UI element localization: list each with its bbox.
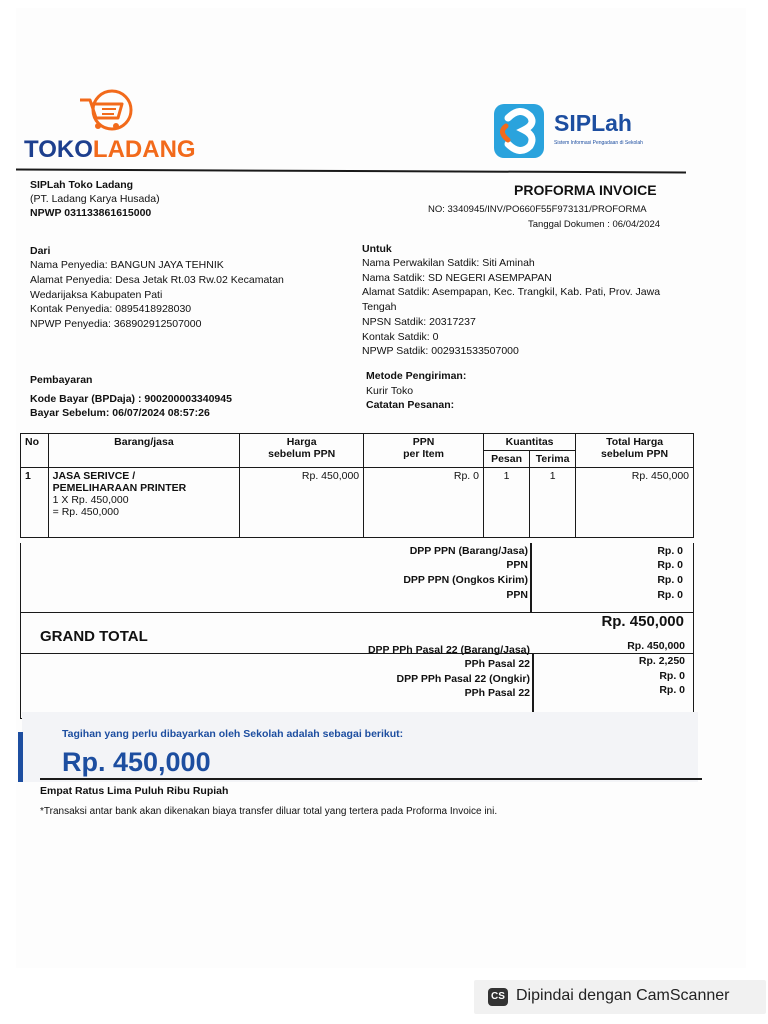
from-line: Nama Penyedia: BANGUN JAYA TEHNIK xyxy=(30,259,224,271)
tax-label: PPN xyxy=(506,559,528,571)
items-table xyxy=(20,433,694,538)
tax-value: Rp. 0 xyxy=(657,559,683,571)
shipping-method: Kurir Toko xyxy=(366,385,414,397)
doc-number: NO: 3340945/INV/PO660F55F973131/PROFORMA xyxy=(428,204,647,215)
col-order: Pesan xyxy=(483,451,529,468)
bill-caption: Tagihan yang perlu dibayarkan oleh Sekolah adalah sebagai berikut: xyxy=(62,728,404,740)
to-heading: Untuk xyxy=(362,243,392,255)
tax-value: Rp. 0 xyxy=(659,684,685,696)
tax-value: Rp. 0 xyxy=(657,589,683,601)
grand-total-label: GRAND TOTAL xyxy=(40,628,148,645)
row-total: Rp. 450,000 xyxy=(576,468,694,538)
doc-title: PROFORMA INVOICE xyxy=(514,182,657,198)
camscanner-text: Dipindai dengan CamScanner xyxy=(516,987,730,1004)
tax-value: Rp. 0 xyxy=(657,574,683,586)
to-line: Nama Perwakilan Satdik: Siti Aminah xyxy=(362,257,535,269)
tax-value: Rp. 2,250 xyxy=(638,655,685,667)
toko-ladang-logo xyxy=(20,88,196,168)
tax-label: DPP PPN (Ongkos Kirim) xyxy=(403,574,528,586)
table-header-row xyxy=(21,434,694,451)
bill-rule xyxy=(40,778,702,780)
cart-icon xyxy=(72,88,142,134)
payment-code: Kode Bayar (BPDaja) : 900200003340945 xyxy=(30,393,232,405)
shipping-heading: Metode Pengiriman: xyxy=(366,370,467,382)
siplah-logo xyxy=(492,98,672,164)
grand-total-value: Rp. 450,000 xyxy=(601,613,684,630)
tax-label: PPN xyxy=(506,589,528,601)
tax-label: DPP PPh Pasal 22 (Barang/Jasa) xyxy=(367,644,530,656)
from-line: NPWP Penyedia: 368902912507000 xyxy=(30,318,202,330)
tax-value: Rp. 450,000 xyxy=(627,640,685,652)
tax-value: Rp. 0 xyxy=(657,545,683,557)
from-line: Wedarijaksa Kabupaten Pati xyxy=(30,289,163,301)
seller-name: SIPLah Toko Ladang xyxy=(30,179,134,191)
table-row xyxy=(21,468,694,538)
col-item: Barang/jasa xyxy=(48,434,240,468)
siplah-wordmark: SIPLah xyxy=(554,110,632,136)
bill-accent-bar xyxy=(18,732,23,782)
payment-heading: Pembayaran xyxy=(30,374,93,386)
from-heading: Dari xyxy=(30,245,51,257)
tax-label: DPP PPh Pasal 22 (Ongkir) xyxy=(396,673,530,685)
siplah-emblem-icon xyxy=(492,98,550,164)
tax-label: DPP PPN (Barang/Jasa) xyxy=(409,545,528,557)
to-line: Nama Satdik: SD NEGERI ASEMPAPAN xyxy=(362,272,552,284)
order-notes: Catatan Pesanan: xyxy=(366,399,455,411)
col-total: Total Harga sebelum PPN xyxy=(576,434,694,468)
tax-label: PPh Pasal 22 xyxy=(464,687,530,699)
bill-amount: Rp. 450,000 xyxy=(62,747,211,777)
ppn-summary-box xyxy=(20,543,694,613)
to-line: Tengah xyxy=(362,301,397,313)
tax-label: PPh Pasal 22 xyxy=(464,658,530,670)
from-line: Alamat Penyedia: Desa Jetak Rt.03 Rw.02 Kecamatan xyxy=(30,274,284,286)
payment-deadline: Bayar Sebelum: 06/07/2024 08:57:26 xyxy=(30,407,210,419)
camscanner-icon: CS xyxy=(488,988,508,1006)
siplah-tagline: Sistem Informasi Pengadaan di Sekolah xyxy=(554,140,643,146)
to-line: NPSN Satdik: 20317237 xyxy=(362,316,476,328)
seller-company: (PT. Ladang Karya Husada) xyxy=(30,193,160,205)
seller-npwp: NPWP 031133861615000 xyxy=(30,207,152,219)
from-line: Kontak Penyedia: 0895418928030 xyxy=(30,303,192,315)
col-price: Harga sebelum PPN xyxy=(240,434,364,468)
bill-note: *Transaksi antar bank akan dikenakan biaya transfer diluar total yang tertera pada Proforma Invoice ini. xyxy=(40,806,498,817)
divider xyxy=(530,543,532,613)
to-line: Alamat Satdik: Asempapan, Kec. Trangkil, Kab. Pati, Prov. Jawa xyxy=(362,286,661,298)
col-quantity: Kuantitas xyxy=(483,434,575,451)
to-line: Kontak Satdik: 0 xyxy=(362,331,439,343)
doc-date: Tanggal Dokumen : 06/04/2024 xyxy=(528,219,661,230)
pph-summary-box xyxy=(20,653,694,719)
row-no: 1 xyxy=(21,468,49,538)
row-item: JASA SERIVCE / PEMELIHARAAN PRINTER 1 X Rp. 450,000 = Rp. 450,000 xyxy=(48,468,240,538)
row-ppn: Rp. 0 xyxy=(364,468,484,538)
row-receive: 1 xyxy=(530,468,576,538)
col-ppn: PPN per Item xyxy=(364,434,484,468)
col-receive: Terima xyxy=(530,451,576,468)
toko-ladang-wordmark: TOKOLADANG xyxy=(24,136,196,163)
row-price: Rp. 450,000 xyxy=(240,468,364,538)
to-line: NPWP Satdik: 002931533507000 xyxy=(362,345,519,357)
bill-words: Empat Ratus Lima Puluh Ribu Rupiah xyxy=(40,785,229,797)
tax-value: Rp. 0 xyxy=(659,670,685,682)
col-no: No xyxy=(21,434,49,468)
divider xyxy=(532,653,534,719)
row-order: 1 xyxy=(483,468,529,538)
